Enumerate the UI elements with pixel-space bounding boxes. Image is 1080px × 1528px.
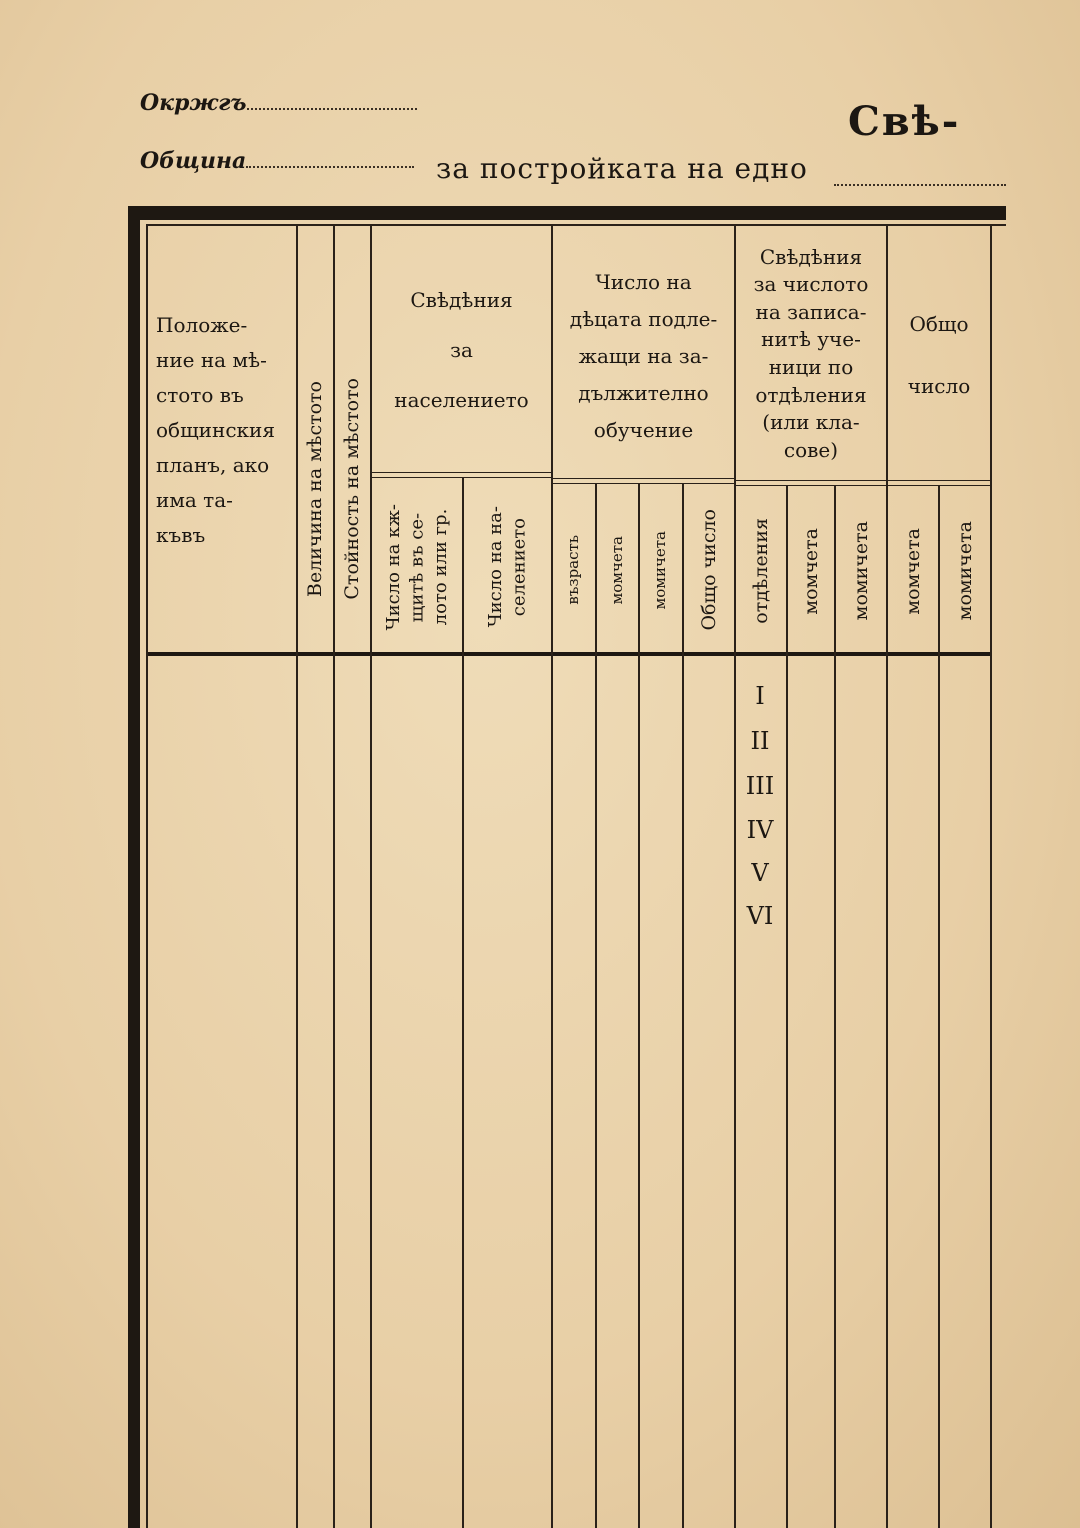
department-numeral: II <box>750 727 770 755</box>
header-bottom-rule <box>146 652 992 656</box>
column-header-size <box>298 330 333 648</box>
column-header-enrolled-girls <box>836 492 886 650</box>
subtitle: за постройката на едно <box>436 152 808 185</box>
group-rule <box>736 480 886 481</box>
column-header-houses <box>372 484 462 650</box>
okrug-dotted-line <box>247 108 417 110</box>
department-numeral: III <box>745 772 775 800</box>
column-header-enrolled-boys-label: момчета <box>799 527 822 615</box>
group-rule <box>736 485 886 486</box>
column-header-age <box>553 490 595 650</box>
page-title: Свѣ- <box>848 98 961 145</box>
group-rule <box>553 478 734 479</box>
okrug-field <box>140 88 417 116</box>
column-header-enrolled-girls-label: момичета <box>849 521 872 621</box>
column-header-total <box>684 490 734 650</box>
obshtina-label: Община <box>140 148 247 174</box>
column-header-boys <box>597 490 638 650</box>
group-rule <box>372 477 551 478</box>
column-header-position: Положе- ние на мѣ- стото въ общинския планъ, ако има та- къвъ <box>156 312 275 547</box>
column-header-value-label: Стойность на мѣстото <box>341 378 364 600</box>
column-header-size-label: Величина на мѣстото <box>304 380 327 597</box>
column-header-overall-boys-label: момчета <box>901 527 924 615</box>
group-rule <box>553 483 734 484</box>
column-header-overall-girls-label: момичета <box>953 521 976 621</box>
group-header-population: Свѣдѣния за населението <box>394 288 529 412</box>
top-inner-rule <box>146 224 1006 226</box>
top-rule <box>136 206 1006 220</box>
column-header-boys-label: момчета <box>607 535 626 605</box>
column-header-girls-label: момичета <box>651 530 670 610</box>
column-header-value <box>335 330 370 648</box>
column-header-departments-label: отдѣления <box>749 518 772 624</box>
department-numeral: VI <box>746 902 774 930</box>
column-header-girls <box>640 490 682 650</box>
column-header-overall-boys <box>888 492 938 650</box>
group-rule <box>888 485 990 486</box>
right-rule <box>990 224 992 1528</box>
left-rule <box>128 206 140 1528</box>
obshtina-dotted-line <box>246 166 414 168</box>
column-header-overall-girls <box>940 492 990 650</box>
column-header-population-count <box>464 484 551 650</box>
group-header-enrolled: Свѣдѣния за числото на записа- нитѣ уче- ници по отдѣления (или кла- сове) <box>753 244 869 462</box>
group-header-overall: Общо число <box>907 311 971 398</box>
column-header-houses-label: Число на кж- щитѣ въ се- лото или гр. <box>382 503 451 631</box>
column-header-population-count-label: Число на на- селението <box>485 506 530 628</box>
okrug-label: Окржгъ <box>140 90 247 116</box>
group-rule <box>372 472 551 473</box>
department-numeral: V <box>751 859 769 887</box>
department-numeral: I <box>755 682 765 710</box>
group-header-children: Число на дѣцата подле- жащи на за- дължително обучение <box>569 269 718 442</box>
column-header-enrolled-boys <box>788 492 834 650</box>
column-header-total-label: Общо число <box>697 509 720 631</box>
subtitle-dotted-line <box>834 184 1006 186</box>
obshtina-field <box>140 146 414 174</box>
column-header-departments <box>736 492 786 650</box>
group-rule <box>888 480 990 481</box>
department-numeral: IV <box>746 816 774 844</box>
column-header-age-label: възрасть <box>564 535 583 605</box>
